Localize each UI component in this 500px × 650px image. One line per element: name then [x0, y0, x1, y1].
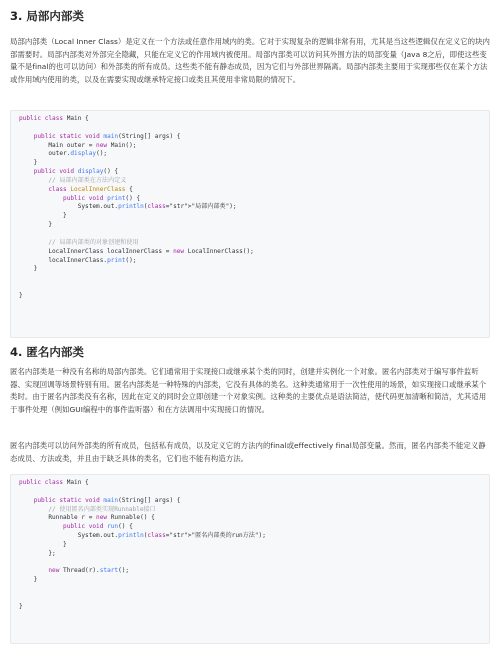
code1-line: public class Main {	[19, 115, 89, 122]
code2-line: }	[19, 576, 38, 584]
code1-line: System.out.println(class="str">"局部内部类");	[19, 203, 237, 211]
code1-line: class LocalInnerClass {	[48, 185, 133, 193]
section-3-heading: 3. 局部内部类	[10, 9, 84, 23]
code1-line: Main outer = new Main();	[19, 141, 137, 149]
code2-line: }	[19, 602, 23, 610]
code1-line: // 局部内部类的对象创建和使用	[48, 238, 139, 246]
code2-line: public class Main {	[19, 479, 89, 486]
code2-line: public static void main(String[] args) {	[33, 496, 181, 504]
code1-line: localInnerClass.print();	[19, 256, 137, 264]
code1-line: // 局部内部类在方法内定义	[48, 176, 127, 184]
code2-line	[19, 559, 481, 568]
code1-line: }	[19, 221, 53, 229]
code2-line: new Thread(r).start();	[48, 567, 130, 575]
code1-line: }	[19, 159, 38, 167]
code2-line	[19, 488, 481, 497]
code1-line: public static void main(String[] args) {	[33, 132, 181, 140]
section-4-paragraph-2: 匿名内部类可以访问外部类的所有成员，包括私有成员，以及定义它的方法内的final或effectively final局部变量。然而，匿名内部类不能定义静态成员、方法或类，并且由于缺乏具体的类名，它们也不能有构造方法。	[10, 441, 486, 463]
code1-line: }	[19, 212, 67, 220]
code2-line: }	[19, 540, 67, 548]
code1-line: public void display() {	[33, 168, 119, 176]
code1-line	[19, 230, 481, 239]
code-block-anonymous-inner-class[interactable]	[10, 474, 490, 644]
section-3-paragraph: 局部内部类（Local Inner Class）是定义在一个方法或任意作用域内的类。它对于实现复杂的逻辑非常有用，尤其是当这些逻辑仅在定义它的块内部需要时。局部内部类对外部完全隐藏，只能在定义它的作用域内被使用。局部内部类可以访问其外围方法的局部变量（Java 8之后，即使这些变量不是final的也可以访问）和外部类的所有成员。这些类不能有静态成员，因为它们与外部世界隔离。局部内部类主要用于实现那些仅在某个方法或作用域内使用的类，以及在需要实现或继承特定接口或类且其使用非常局限的情况下。	[10, 37, 490, 84]
code1-line	[19, 274, 481, 283]
code1-line: }	[19, 265, 38, 273]
code1-line	[19, 283, 481, 292]
code2-line: };	[19, 549, 56, 557]
code2-line: public void run() {	[63, 523, 133, 531]
code1-line: public void print() {	[63, 194, 141, 202]
code2-line: // 使用匿名内部类实现Runnable接口	[48, 505, 156, 513]
code2-line: System.out.println(class="str">"匿名内部类的run方法");	[19, 532, 266, 540]
code1-line: }	[19, 291, 23, 299]
code2-line	[19, 594, 481, 603]
code1-line: outer.display();	[19, 150, 108, 158]
code2-line: Runnable r = new Runnable() {	[19, 514, 155, 522]
code1-line: LocalInnerClass localInnerClass = new LocalInnerClass();	[19, 247, 254, 255]
code-block-local-inner-class[interactable]	[10, 110, 490, 338]
code2-line	[19, 585, 481, 594]
section-4-paragraph-1: 匿名内部类是一种没有名称的局部内部类。它们通常用于实现接口或继承某个类的同时，创建并实例化一个对象。匿名内部类对于编写事件监听器、实现回调等场景特别有用。匿名内部类是一种特殊的内部类，它没有具体的类名。这种类通常用于一次性使用的场景，如实现接口或继承某个类时。由于匿名内部类没有名称，因此在定义的同时会立即创建一个对象实例。这种类的主要优点是语法简洁，使代码更加清晰和简洁，尤其适用于事件处理（例如GUI编程中的事件监听器）和在方法调用中实现接口的情况。	[10, 367, 487, 414]
section-4-heading: 4. 匿名内部类	[10, 345, 84, 359]
code1-line	[19, 124, 481, 133]
